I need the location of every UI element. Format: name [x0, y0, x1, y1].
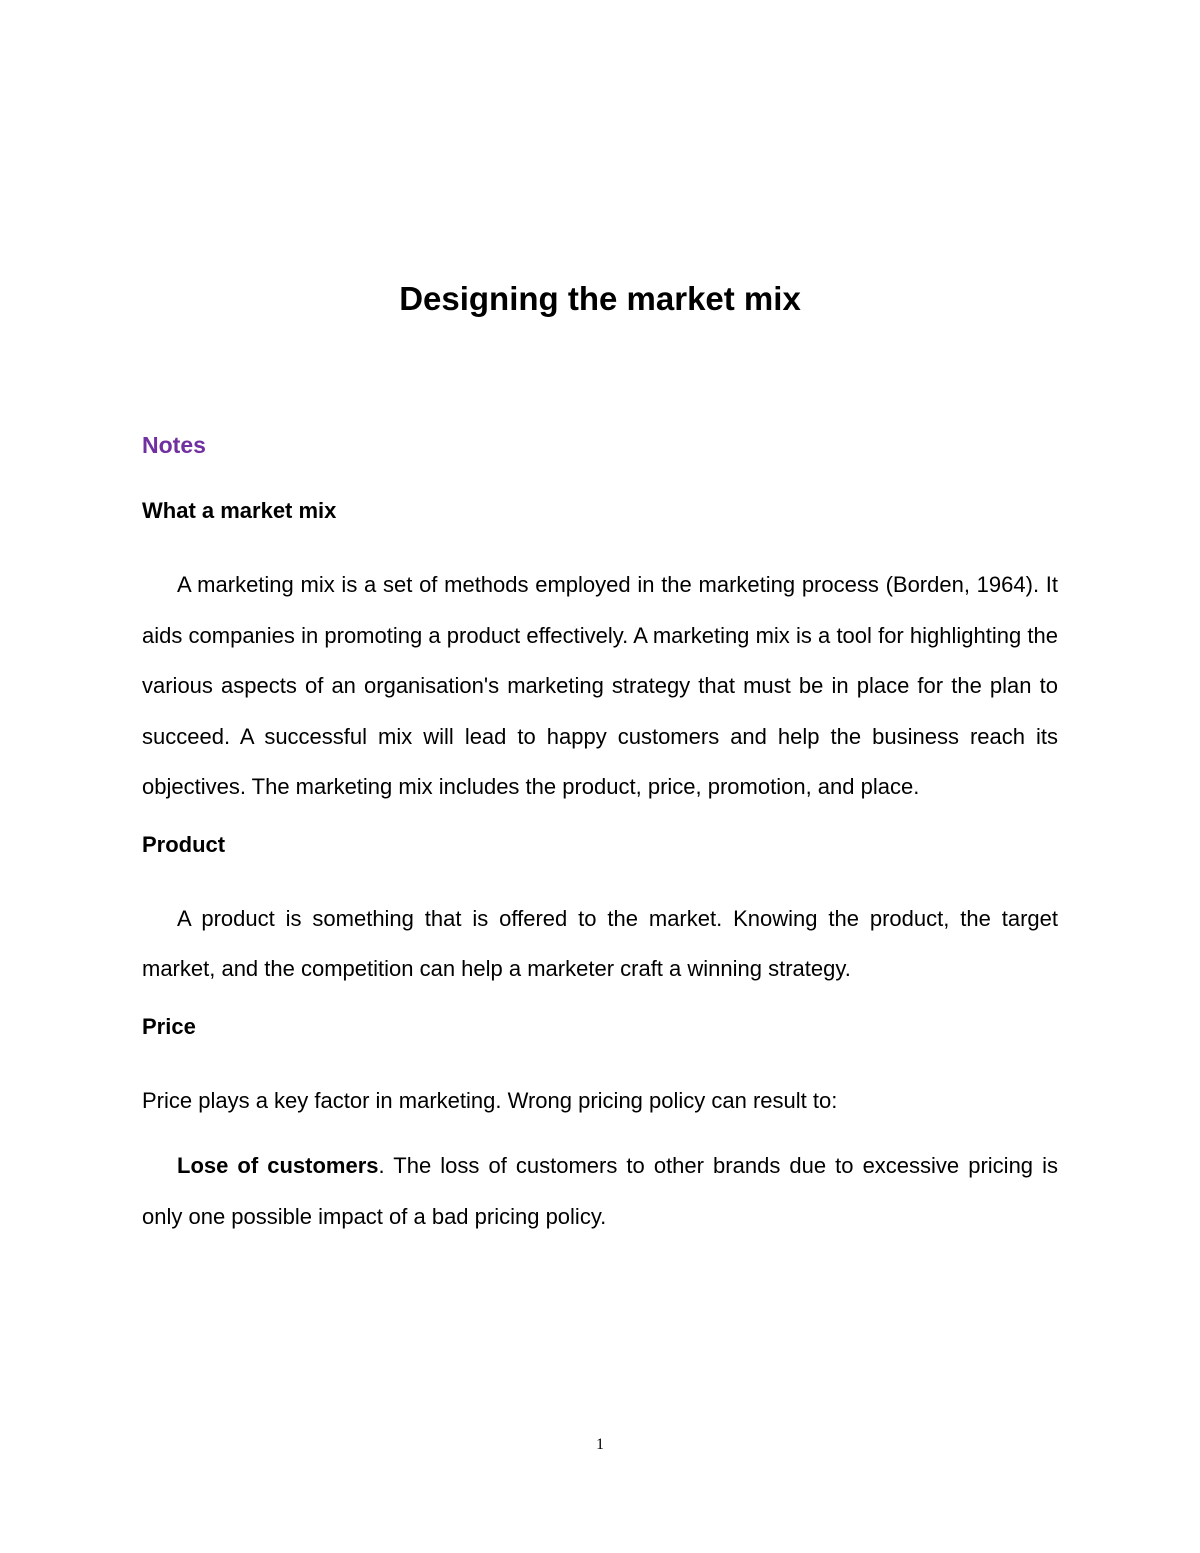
- section-heading-market-mix: What a market mix: [142, 498, 337, 523]
- page-number: 1: [596, 1436, 604, 1453]
- document-title: Designing the market mix: [399, 280, 801, 317]
- paragraph-product: A product is something that is offered to the market. Knowing the product, the target market, and the competition can help a marketer craft a winning strategy.: [142, 905, 1058, 981]
- price-point-text: . The loss of customers to other brands due to excessive pricing is only one possible impact of a bad pricing policy.: [142, 1153, 1058, 1229]
- section-heading-price: Price: [142, 1013, 196, 1039]
- notes-label: Notes: [142, 432, 206, 458]
- price-point-title: Lose of customers: [177, 1153, 379, 1178]
- document-body: [142, 428, 1058, 1257]
- paragraph-price-intro: Price plays a key factor in marketing. Wrong pricing policy can result to:: [142, 1087, 838, 1113]
- section-heading-product: Product: [142, 831, 226, 857]
- paragraph-price-point: [142, 1141, 1058, 1242]
- paragraph-market-mix: A marketing mix is a set of methods employed in the marketing process (Borden, 1964). It aids companies in promoting a product effectively. A marketing mix is a tool for highlighting the various aspects of an organisation's marketing strategy that must be in place for the plan to succeed. A successful mix will lead to happy customers and help the business reach its objectives. The marketing mix includes the product, price, promotion, and place.: [142, 572, 1058, 799]
